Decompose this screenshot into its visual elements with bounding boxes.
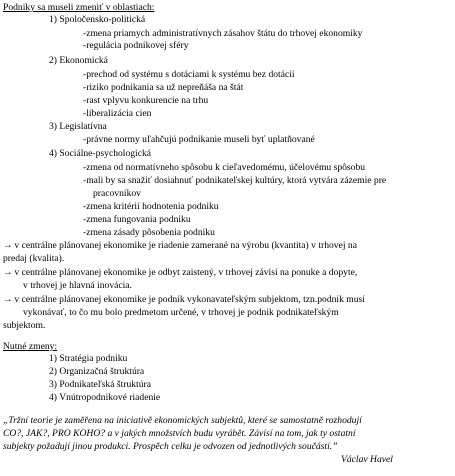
arrow-right-icon: → — [3, 294, 13, 305]
area-item: -regulácia podnikovej sféry — [83, 40, 189, 51]
page-heading: Podniky sa museli zmeniť v oblastiach: — [3, 2, 155, 13]
area-title: 3) Legislatívna — [49, 121, 107, 132]
area-item: -právne normy uľahčujú podnikanie museli byť uplatňované — [83, 134, 315, 145]
quote-author: Václav Havel — [341, 454, 393, 465]
statement-text: v centrálne plánovanej ekonomike je podnik vykonavateľským subjektom, tzn.podnik musí — [14, 294, 365, 305]
statement-line — [3, 294, 365, 306]
changes-heading: Nutné zmeny: — [3, 341, 58, 352]
area-item: -prechod od systému s dotáciami k systému bez dotácií — [83, 69, 295, 80]
area-item: -riziko podnikania sa už nepreňáša na štát — [83, 82, 244, 93]
list-item: 2) Organizačná štruktúra — [49, 366, 145, 377]
area-title: 4) Sociálne-psychologická — [49, 148, 152, 159]
area-item: -zmena zásady pôsobenia podniku — [83, 227, 215, 238]
arrow-right-icon: → — [3, 240, 13, 251]
area-title: 1) Spoločensko-politická — [49, 14, 146, 25]
statement-line — [3, 240, 357, 252]
statement-text: vykonávať, to čo mu bolo predmetom určené, v trhovej je podnik podnikateľským — [23, 307, 339, 318]
area-item: -zmena priamych administratívnych zásahov štátu do trhovej ekonomiky — [83, 28, 363, 39]
area-item: -zmena fungovania podniku — [83, 214, 191, 225]
list-item: 1) Stratégia podniku — [49, 353, 128, 364]
area-item: pracovníkov — [93, 188, 141, 199]
quote-line: subjekty požadují jinou produkci. Prospěch celku je odvozen od jednotlivých součástí.” — [3, 441, 338, 452]
arrow-right-icon: → — [3, 267, 13, 278]
area-item: -liberalizácia cien — [83, 108, 152, 119]
area-title: 2) Ekonomická — [49, 55, 108, 66]
quote-line: „Tržní teorie je zaměřena na iniciativě ekonomických subjektů, které se samostatně rozhodují — [3, 415, 362, 426]
area-item: -mali by sa snažiť dosiahnuť podnikateľskej kultúry, ktorá vytvára zázemie pre — [83, 175, 387, 186]
statement-text: subjektom. — [3, 320, 46, 331]
area-item: -zmena od normatívneho spôsobu k cieľavedomému, účelovému spôsobu — [83, 162, 366, 173]
statement-line — [3, 267, 357, 279]
statement-text: predaj (kvalita). — [3, 253, 65, 264]
quote-line: CO?, JAK?, PRO KOHO? a v jakých množstvích budu vyrábět. Závisí na tom, jak ty ostatní — [3, 428, 356, 439]
statement-text: v trhovej je hlavná inovácia. — [23, 280, 132, 291]
list-item: 3) Podnikateľská štruktúra — [49, 379, 151, 390]
area-item: -rast vplyvu konkurencie na trhu — [83, 95, 209, 106]
statement-text: v centrálne plánovanej ekonomike je riadenie zamerané na výrobu (kvantita) v trhovej na — [14, 240, 357, 251]
list-item: 4) Vnútropodnikové riadenie — [49, 392, 161, 403]
area-item: -zmena kritérií hodnotenia podniku — [83, 201, 219, 212]
statement-text: v centrálne plánovanej ekonomike je odbyt zaistený, v trhovej závisí na ponuke a dopyte, — [14, 267, 358, 278]
